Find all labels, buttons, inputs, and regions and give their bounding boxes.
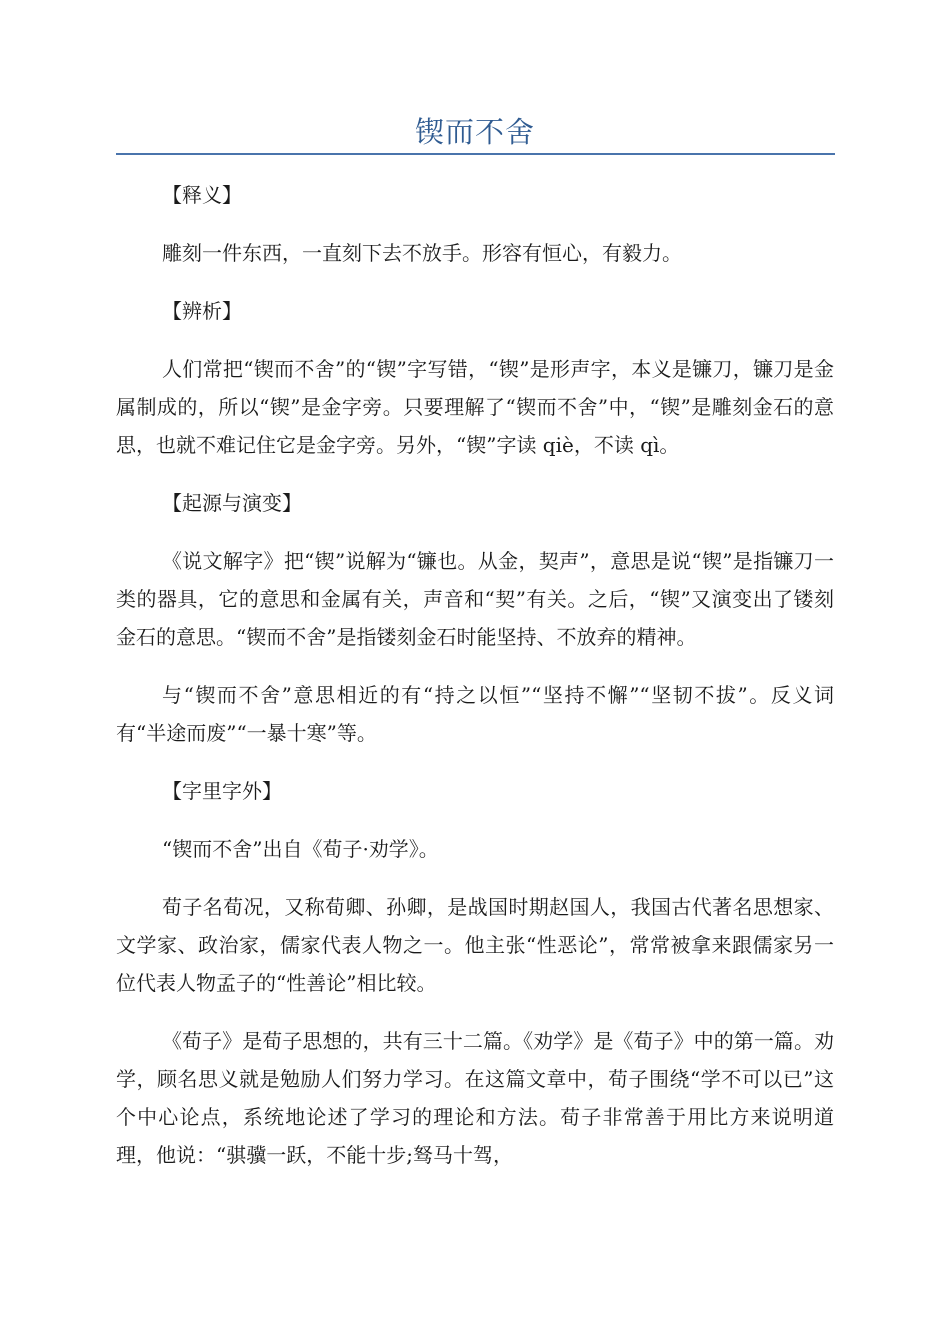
section-heading-definition: 【释义】 xyxy=(162,183,242,207)
document-title: 锲而不舍 xyxy=(414,115,535,149)
document-body xyxy=(116,176,834,1194)
section-heading-origin: 【起源与演变】 xyxy=(162,491,302,515)
paragraph-source: “锲而不舍”出自《荀子·劝学》。 xyxy=(162,837,439,861)
paragraph-xunzi: 荀子名荀况，又称荀卿、孙卿，是战国时期赵国人，我国古代著名思想家、文学家、政治家，儒家代表人物之一。他主张“性恶论”，常常被拿来跟儒家另一位代表人物孟子的“性善论”相比较。 xyxy=(116,895,834,995)
paragraph-synonyms: 与“锲而不舍”意思相近的有“持之以恒”“坚持不懈”“坚韧不拔”。反义词有“半途而废”“一暴十寒”等。 xyxy=(116,683,834,745)
paragraph-definition: 雕刻一件东西，一直刻下去不放手。形容有恒心，有毅力。 xyxy=(162,241,682,265)
section-heading-analysis: 【辨析】 xyxy=(162,299,242,323)
paragraph-analysis: 人们常把“锲而不舍”的“锲”字写错，“锲”是形声字，本义是镰刀，镰刀是金属制成的，所以“锲”是金字旁。只要理解了“锲而不舍”中，“锲”是雕刻金石的意思，也就不难记住它是金字旁。另外，“锲”字读 qiè，不读 qì。 xyxy=(116,357,834,457)
paragraph-quanxue: 《荀子》是荀子思想的，共有三十二篇。《劝学》是《荀子》中的第一篇。劝学，顾名思义就是勉励人们努力学习。在这篇文章中，荀子围绕“学不可以已”这个中心论点，系统地论述了学习的理论和方法。荀子非常善于用比方来说明道理，他说：“骐骥一跃，不能十步;驽马十驾， xyxy=(116,1029,834,1167)
section-heading-extra: 【字里字外】 xyxy=(162,779,282,803)
paragraph-origin: 《说文解字》把“锲”说解为“镰也。从金，契声”，意思是说“锲”是指镰刀一类的器具，它的意思和金属有关，声音和“契”有关。之后，“锲”又演变出了镂刻金石的意思。“锲而不舍”是指镂刻金石时能坚持、不放弃的精神。 xyxy=(116,549,834,649)
title-underline xyxy=(116,153,835,155)
